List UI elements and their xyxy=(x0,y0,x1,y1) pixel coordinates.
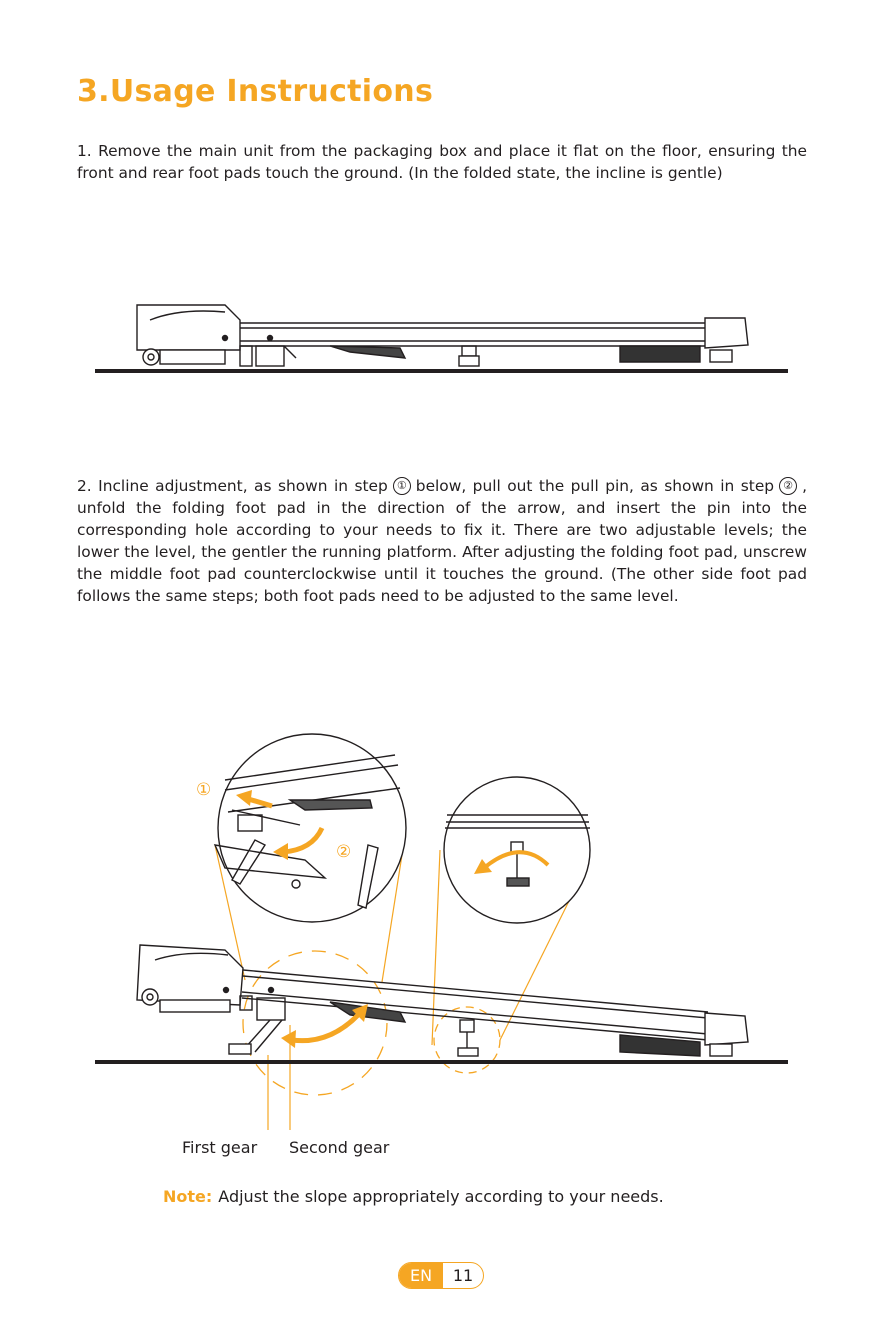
folding-pad-detail xyxy=(215,734,406,922)
callout-1: ① xyxy=(196,780,212,800)
page-title: 3.Usage Instructions xyxy=(77,74,434,109)
page-indicator xyxy=(398,1262,484,1289)
callout-2: ② xyxy=(336,842,352,862)
language-badge: EN xyxy=(399,1263,443,1288)
second-gear-label: Second gear xyxy=(289,1138,390,1157)
step-1-text: 1. Remove the main unit from the packaging box and place it flat on the floor, ensuring the front and rear foot pads touch the ground. (In the folded state, the incline is gentle) xyxy=(77,142,807,182)
step-1-marker: ① xyxy=(393,477,411,495)
page-number: 11 xyxy=(452,1266,474,1285)
middle-foot-pad-detail xyxy=(444,777,590,923)
step-2-text-part-c: , unfold the folding foot pad in the direction of the arrow, and insert the pin into the corresponding hole according to your needs to fix it. There are two adjustable levels; the lower the level, the gentler the running platform. After adjusting the folding foot pad, unscrew the middle foot pad counterclockwise until it touches the ground. (The other side foot pad follows the same steps; both foot pads need to be adjusted to the same level. xyxy=(77,477,807,605)
note-text: Adjust the slope appropriately according to your needs. xyxy=(218,1187,664,1206)
step-2-text-part-a: 2. Incline adjustment, as shown in step xyxy=(77,477,388,495)
note-label: Note: xyxy=(163,1187,213,1206)
first-gear-label: First gear xyxy=(182,1138,258,1157)
note xyxy=(163,1187,664,1206)
step-2-text-part-b: below, pull out the pull pin, as shown in step xyxy=(415,477,775,495)
step-2-marker: ② xyxy=(779,477,797,495)
